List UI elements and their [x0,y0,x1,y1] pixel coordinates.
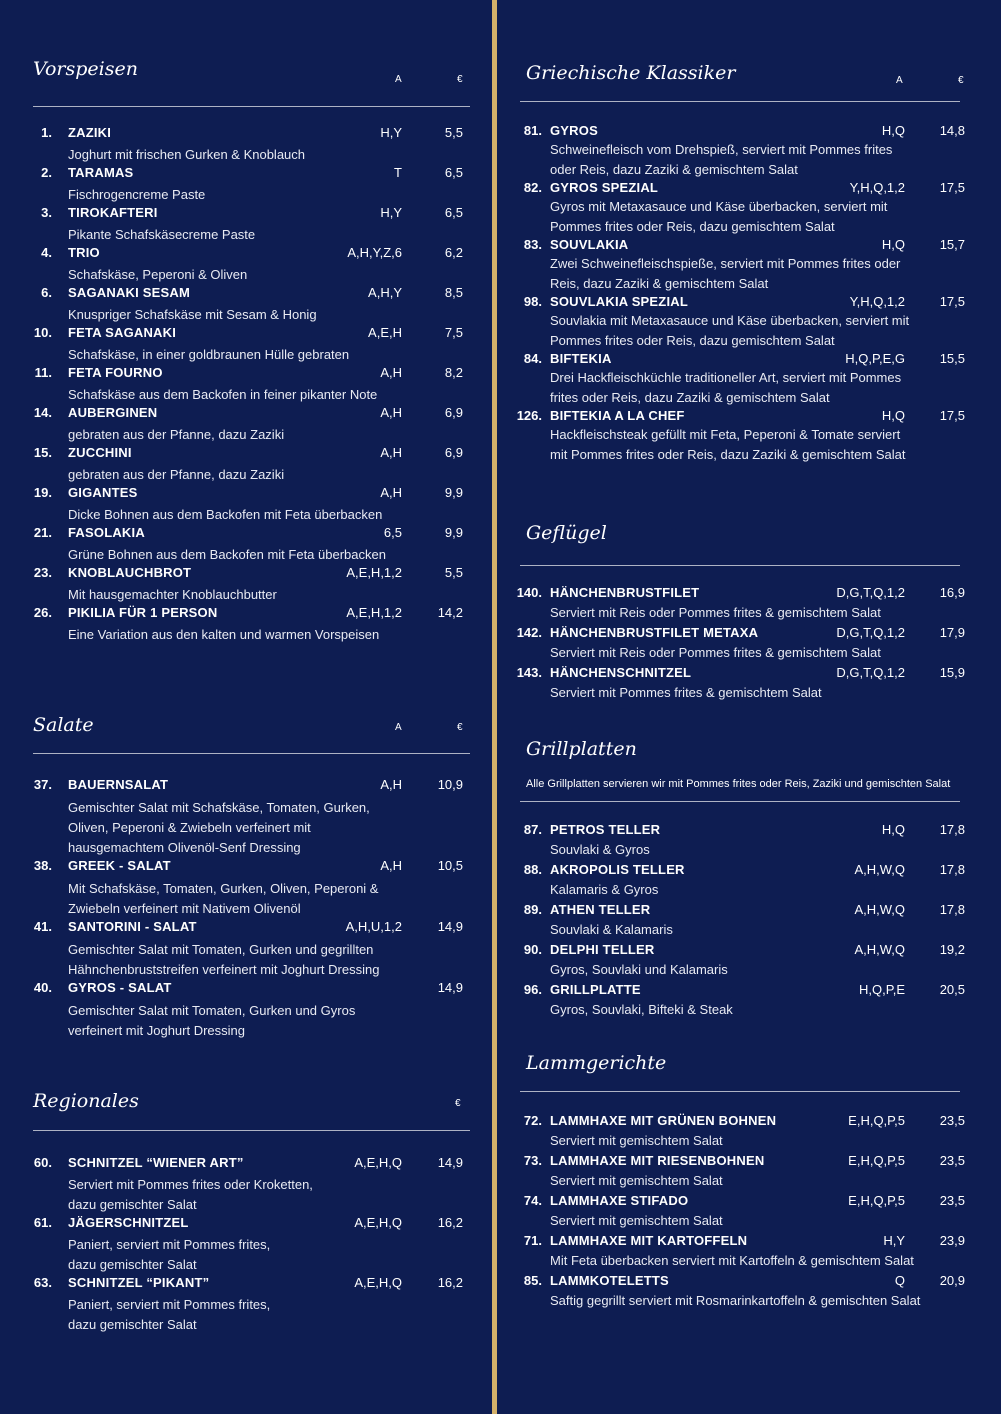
item-name: ATHEN TELLER [550,902,651,917]
item-description [550,603,881,623]
item-allergens: A,H [380,485,402,500]
price-column-header: € [457,722,463,733]
item-price: 15,7 [939,237,965,252]
section-salate [33,714,473,774]
section-title: Geflügel [526,522,607,544]
item-description [68,505,382,525]
item-allergens: T [394,165,402,180]
item-description-line: Serviert mit Reis oder Pommes frites & gemischtem Salat [550,645,881,660]
item-allergens: H,Q [881,237,905,252]
item-description [550,1171,723,1191]
item-description [68,145,305,165]
item-allergens: Y,H,Q,1,2 [849,180,905,195]
item-number: 23. [33,565,52,580]
item-description [550,683,822,703]
item-number: 6. [41,285,52,300]
item-description [68,185,205,205]
item-number: 63. [33,1275,52,1290]
item-description [550,1251,914,1271]
item-price: 17,5 [939,180,965,195]
item-name: HÄNCHENSCHNITZEL [550,665,692,680]
item-number: 37. [33,777,52,792]
item-number: 74. [523,1193,542,1208]
item-description-line: mit Pommes frites oder Reis, dazu Zaziki & gemischtem Salat [550,447,906,462]
item-description-line: Kalamaris & Gyros [550,882,659,897]
item-allergens: A,H,Y [368,285,402,300]
item-name: DELPHI TELLER [550,942,655,957]
item-description [550,1211,723,1231]
item-number: 90. [523,942,542,957]
item-price: 20,5 [939,982,965,997]
item-allergens: 6,5 [383,525,402,540]
item-description-line: Grüne Bohnen aus dem Backofen mit Feta überbacken [68,547,386,562]
item-price: 6,5 [444,165,463,180]
item-description-line: Serviert mit gemischtem Salat [550,1213,723,1228]
item-number: 61. [33,1215,52,1230]
item-description-line: Knuspriger Schafskäse mit Sesam & Honig [68,307,317,322]
item-allergens: E,H,Q,P,5 [848,1113,905,1128]
item-number: 15. [33,445,52,460]
item-price: 10,9 [437,777,463,792]
item-number: 142. [516,625,542,640]
item-name: KNOBLAUCHBROT [68,565,192,580]
item-price: 17,8 [939,862,965,877]
item-number: 98. [523,294,542,309]
item-description-line: Eine Variation aus den kalten und warmen Vorspeisen [68,627,380,642]
item-description-line: Zwiebeln verfeinert mit Nativem Olivenöl [68,901,301,916]
item-description-line: Schafskäse, in einer goldbraunen Hülle gebraten [68,347,350,362]
item-number: 11. [34,365,52,380]
section-rule [520,1091,960,1092]
item-name: AKROPOLIS TELLER [550,862,685,877]
item-name: SANTORINI - SALAT [68,919,197,934]
item-price: 15,5 [939,351,965,366]
item-allergens: H,Q,P,E [858,982,905,997]
item-description [68,345,349,365]
gold-divider [492,0,497,1414]
section-title: Lammgerichte [526,1052,667,1074]
item-price: 17,8 [939,902,965,917]
item-name: PETROS TELLER [550,822,661,837]
item-allergens: H,Y [380,205,402,220]
item-number: 26. [33,605,52,620]
item-name: HÄNCHENBRUSTFILET [550,585,700,600]
item-description-line: Gemischter Salat mit Schafskäse, Tomaten, Gurken, [68,800,370,815]
item-number: 3. [41,205,52,220]
item-number: 140. [516,585,542,600]
item-description-line: Paniert, serviert mit Pommes frites, [68,1237,271,1252]
item-description-line: Pommes frites oder Reis, dazu gemischtem Salat [550,333,835,348]
item-allergens: A,H [380,405,402,420]
item-price: 9,9 [444,525,463,540]
item-allergens: A,H,U,1,2 [345,919,402,934]
item-description-line: Gyros, Souvlaki und Kalamaris [550,962,728,977]
item-number: 82. [523,180,542,195]
price-column-header: € [958,75,964,86]
item-price: 8,2 [444,365,463,380]
item-number: 40. [33,980,52,995]
item-name: HÄNCHENBRUSTFILET METAXA [550,625,759,640]
item-name: JÄGERSCHNITZEL [68,1215,189,1230]
item-number: 4. [41,245,52,260]
item-description-line: gebraten aus der Pfanne, dazu Zaziki [68,427,285,442]
item-description [550,254,900,294]
section-rule [520,801,960,802]
item-name: LAMMHAXE STIFADO [550,1193,689,1208]
item-name: AUBERGINEN [68,405,158,420]
item-number: 2. [41,165,52,180]
item-number: 89. [523,902,542,917]
item-description [68,425,284,445]
item-description [550,960,728,980]
item-description [68,305,317,325]
item-number: 143. [516,665,542,680]
section-rule [33,1130,470,1131]
item-description-line: Oliven, Peperoni & Zwiebeln verfeinert mit [68,820,311,835]
item-name: GIGANTES [68,485,138,500]
item-number: 87. [523,822,542,837]
section-regionales [33,1090,473,1150]
item-name: ZAZIKI [68,125,112,140]
item-description-line: Mit hausgemachter Knoblauchbutter [68,587,277,602]
item-allergens: A,E,H [368,325,402,340]
allergen-column-header: A [395,74,402,85]
item-allergens: H,Q [881,822,905,837]
item-description-line: Gemischter Salat mit Tomaten, Gurken und gegrillten [68,942,374,957]
item-description [550,840,650,860]
item-number: 88. [523,862,542,877]
item-description-line: Gemischter Salat mit Tomaten, Gurken und Gyros [68,1003,356,1018]
item-description-line: Mit Feta überbacken serviert mit Kartoffeln & gemischtem Salat [550,1253,914,1268]
item-description-line: Serviert mit gemischtem Salat [550,1173,723,1188]
item-description-line: gebraten aus der Pfanne, dazu Zaziki [68,467,285,482]
item-description-line: Drei Hackfleischküchle traditioneller Art, serviert mit Pommes [550,370,902,385]
item-description-line: verfeinert mit Joghurt Dressing [68,1023,246,1038]
section-title: Grillplatten [526,738,637,760]
item-allergens: A,H [380,777,402,792]
item-description-line: Serviert mit gemischtem Salat [550,1133,723,1148]
item-description-line: Reis, dazu Zaziki & gemischtem Salat [550,276,769,291]
item-description [550,1291,920,1311]
item-price: 7,5 [444,325,463,340]
item-allergens: A,E,H,Q [354,1275,402,1290]
item-price: 9,9 [444,485,463,500]
item-description-line: Hähnchenbruststreifen verfeinert mit Joghurt Dressing [68,962,380,977]
item-price: 15,9 [939,665,965,680]
item-description [68,545,386,565]
item-description [68,225,255,245]
item-number: 71. [523,1233,542,1248]
item-description-line: Schweinefleisch vom Drehspieß, serviert mit Pommes frites [550,142,893,157]
item-name: FASOLAKIA [68,525,145,540]
item-allergens: A,E,H,Q [354,1155,402,1170]
item-price: 17,5 [939,294,965,309]
section-gefluegel [526,522,966,572]
item-description-line: Schafskäse, Peperoni & Oliven [68,267,248,282]
item-price: 14,8 [939,123,965,138]
item-number: 41. [33,919,52,934]
item-description [550,643,881,663]
item-allergens: A,H,W,Q [854,942,905,957]
item-name: GYROS - SALAT [68,980,172,995]
item-number: 10. [33,325,52,340]
section-rule [520,101,960,102]
item-name: GYROS SPEZIAL [550,180,659,195]
item-price: 6,9 [444,445,463,460]
item-name: LAMMHAXE MIT GRÜNEN BOHNEN [550,1113,777,1128]
item-name: PIKILIA FÜR 1 PERSON [68,605,218,620]
item-description-line: Serviert mit Pommes frites oder Kroketten, [68,1177,313,1192]
item-name: SAGANAKI SESAM [68,285,190,300]
item-description-line: Paniert, serviert mit Pommes frites, [68,1297,271,1312]
item-description-line: Souvlaki & Kalamaris [550,922,673,937]
item-name: LAMMHAXE MIT RIESENBOHNEN [550,1153,765,1168]
item-description-line: Joghurt mit frischen Gurken & Knoblauch [68,147,306,162]
item-description-line: Fischrogencreme Paste [68,187,206,202]
item-price: 17,8 [939,822,965,837]
item-name: BIFTEKIA [550,351,612,366]
section-lamm [526,1052,966,1102]
item-price: 6,2 [444,245,463,260]
item-number: 81. [523,123,542,138]
item-price: 14,9 [437,919,463,934]
item-description-line: hausgemachtem Olivenöl-Senf Dressing [68,840,301,855]
item-description [68,1175,313,1215]
item-allergens: A,H,W,Q [854,902,905,917]
item-allergens: A,H,W,Q [854,862,905,877]
item-allergens: D,G,T,Q,1,2 [836,585,905,600]
item-allergens: E,H,Q,P,5 [848,1153,905,1168]
item-description-line: Serviert mit Reis oder Pommes frites & gemischtem Salat [550,605,881,620]
grillplatten-note: Alle Grillplatten servieren wir mit Pommes frites oder Reis, Zaziki und gemischten Salat [526,778,951,790]
item-description [550,197,887,237]
item-price: 23,5 [939,1113,965,1128]
item-number: 83. [523,237,542,252]
item-description-line: Zwei Schweinefleischspieße, serviert mit Pommes frites oder [550,256,901,271]
item-description [68,1295,270,1335]
item-description [550,140,892,180]
item-name: SOUVLAKIA [550,237,629,252]
item-name: TRIO [68,245,100,260]
section-grillplatten [526,738,996,808]
item-allergens: A,H [380,858,402,873]
section-rule [520,565,960,566]
item-description [68,1235,270,1275]
item-price: 19,2 [939,942,965,957]
item-price: 20,9 [939,1273,965,1288]
item-price: 23,5 [939,1193,965,1208]
allergen-column-header: A [896,75,903,86]
item-name: ZUCCHINI [68,445,132,460]
item-number: 60. [33,1155,52,1170]
item-price: 23,5 [939,1153,965,1168]
item-description-line: Hackfleischsteak gefüllt mit Feta, Peperoni & Tomate serviert [550,427,901,442]
item-allergens: A,E,H,1,2 [346,565,402,580]
item-allergens: A,H [380,445,402,460]
item-name: LAMMKOTELETTS [550,1273,669,1288]
item-description-line: frites oder Reis, dazu Zaziki & gemischtem Salat [550,390,830,405]
item-description-line: Pommes frites oder Reis, dazu gemischtem Salat [550,219,835,234]
item-name: FETA FOURNO [68,365,163,380]
item-allergens: D,G,T,Q,1,2 [836,665,905,680]
item-number: 96. [523,982,542,997]
item-price: 6,5 [444,205,463,220]
item-number: 126. [516,408,542,423]
item-description [68,625,379,645]
item-description-line: Schafskäse aus dem Backofen in feiner pikanter Note [68,387,378,402]
item-description-line: dazu gemischter Salat [68,1197,197,1212]
item-description-line: Serviert mit Pommes frites & gemischtem Salat [550,685,822,700]
item-price: 8,5 [444,285,463,300]
item-description [68,879,378,919]
item-description [68,1001,355,1041]
item-description [550,920,673,940]
item-description [550,880,658,900]
item-price: 14,9 [437,980,463,995]
item-description [68,798,370,858]
item-allergens: D,G,T,Q,1,2 [836,625,905,640]
item-description-line: Souvlaki & Gyros [550,842,650,857]
item-description [68,265,247,285]
item-number: 21. [33,525,52,540]
item-allergens: H,Q [881,408,905,423]
item-price: 16,2 [437,1275,463,1290]
item-name: GREEK - SALAT [68,858,171,873]
item-description [68,585,277,605]
item-description-line: Dicke Bohnen aus dem Backofen mit Feta überbacken [68,507,383,522]
item-price: 6,9 [444,405,463,420]
item-allergens: A,E,H,Q [354,1215,402,1230]
item-number: 73. [523,1153,542,1168]
section-title: Vorspeisen [33,58,138,80]
item-description [550,1131,723,1151]
item-allergens: A,E,H,1,2 [346,605,402,620]
item-price: 17,9 [939,625,965,640]
section-vorspeisen [33,58,473,118]
item-name: GYROS [550,123,598,138]
item-price: 5,5 [444,125,463,140]
item-description [550,311,909,351]
item-description-line: dazu gemischter Salat [68,1317,197,1332]
item-description [68,940,379,980]
item-description-line: dazu gemischter Salat [68,1257,197,1272]
item-allergens: A,H [380,365,402,380]
section-title: Regionales [33,1090,139,1112]
item-number: 84. [523,351,542,366]
item-name: SCHNITZEL “PIKANT” [68,1275,210,1290]
item-description-line: Saftig gegrillt serviert mit Rosmarinkartoffeln & gemischten Salat [550,1293,921,1308]
item-number: 72. [523,1113,542,1128]
item-description-line: oder Reis, dazu Zaziki & gemischtem Salat [550,162,798,177]
item-description-line: Pikante Schafskäsecreme Paste [68,227,256,242]
item-allergens: H,Y [883,1233,905,1248]
item-price: 17,5 [939,408,965,423]
item-description [68,465,284,485]
item-name: TARAMAS [68,165,134,180]
item-name: GRILLPLATTE [550,982,641,997]
item-price: 14,2 [437,605,463,620]
section-klassiker [526,62,966,112]
item-name: SCHNITZEL “WIENER ART” [68,1155,244,1170]
section-rule [33,753,470,754]
item-description-line: Gyros, Souvlaki, Bifteki & Steak [550,1002,733,1017]
item-price: 5,5 [444,565,463,580]
item-price: 10,5 [437,858,463,873]
item-description-line: Gyros mit Metaxasauce und Käse überbacken, serviert mit [550,199,888,214]
item-name: BIFTEKIA A LA CHEF [550,408,685,423]
allergen-column-header: A [395,722,402,733]
item-number: 14. [33,405,52,420]
item-name: LAMMHAXE MIT KARTOFFELN [550,1233,748,1248]
item-price: 16,2 [437,1215,463,1230]
item-price: 16,9 [939,585,965,600]
item-description-line: Mit Schafskäse, Tomaten, Gurken, Oliven, Peperoni & [68,881,379,896]
item-description [550,425,905,465]
section-title: Griechische Klassiker [526,62,736,84]
item-allergens: E,H,Q,P,5 [848,1193,905,1208]
item-name: TIROKAFTERI [68,205,158,220]
item-price: 23,9 [939,1233,965,1248]
item-allergens: A,H,Y,Z,6 [347,245,402,260]
price-column-header: € [455,1098,461,1109]
section-title: Salate [33,714,94,736]
item-description-line: Souvlakia mit Metaxasauce und Käse überbacken, serviert mit [550,313,910,328]
item-description [550,368,901,408]
item-allergens: H,Q,P,E,G [845,351,905,366]
item-allergens: Y,H,Q,1,2 [849,294,905,309]
section-rule [33,106,470,107]
item-number: 85. [523,1273,542,1288]
price-column-header: € [457,74,463,85]
item-description [550,1000,733,1020]
item-number: 19. [33,485,52,500]
item-allergens: H,Y [380,125,402,140]
item-name: SOUVLAKIA SPEZIAL [550,294,688,309]
item-description [68,385,377,405]
item-number: 38. [33,858,52,873]
item-allergens: Q [894,1273,905,1288]
item-name: BAUERNSALAT [68,777,169,792]
item-allergens: H,Q [881,123,905,138]
item-price: 14,9 [437,1155,463,1170]
item-name: FETA SAGANAKI [68,325,177,340]
item-number: 1. [41,125,52,140]
